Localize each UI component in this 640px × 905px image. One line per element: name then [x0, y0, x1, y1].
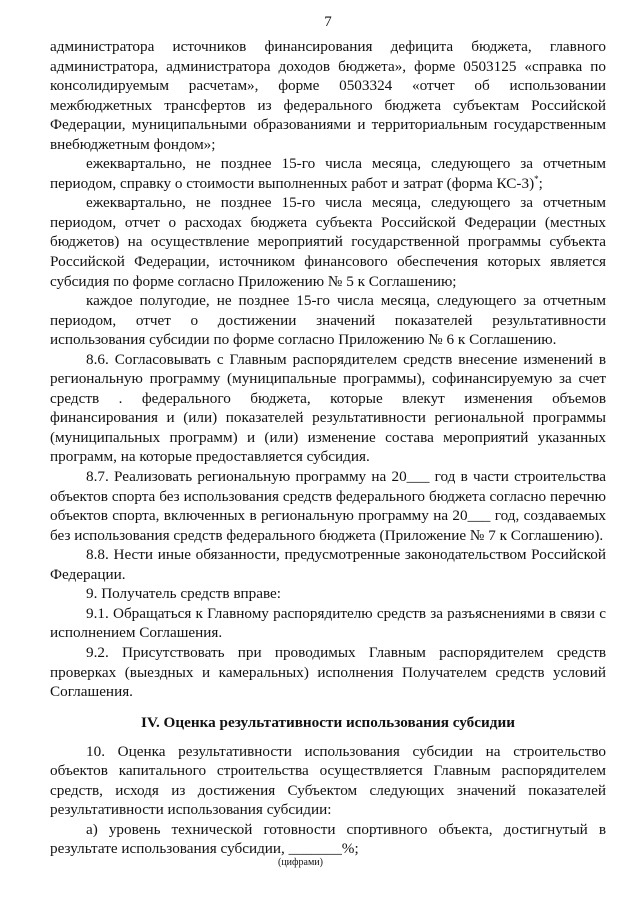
paragraph-ks3-report [50, 154, 606, 193]
paragraph-expense-report: ежеквартально, не позднее 15-го числа месяца, следующего за отчетным периодом, отчет о расходах бюджета субъекта Российской Федерации (местных бюджетов) на осуществление мероприятий государственной программы субъекта Российской Федерации, источником финансового обеспечения которых является субсидия по форме согласно Приложению № 5 к Соглашению; [50, 194, 606, 290]
clause-8-8: 8.8. Нести иные обязанности, предусмотренные законодательством Российской Федерации. [50, 546, 606, 583]
clause-10-a: а) уровень технической готовности спортивного объекта, достигнутый в результате использования субсидии, _______%; [50, 820, 606, 858]
section-heading: IV. Оценка результативности использования субсидии [141, 713, 515, 731]
clause-9-1: 9.1. Обращаться к Главному распорядителю средств за разъяснениями в связи с исполнением Соглашения. [50, 604, 606, 642]
page-number: 7 [324, 14, 332, 30]
clause-10: 10. Оценка результативности использования субсидии на строительство объектов капитального строительства осуществляется Главным распорядителем средств, исходя из достижения Субъектом следующих значений показателей результативности использования субсидии: [50, 742, 606, 819]
paragraph-ks3-text: ежеквартально, не позднее 15-го числа месяца, следующего за отчетным периодом, справку о стоимости выполненных работ и затрат (форма КС-3) [50, 155, 606, 192]
paragraph-forms-list: администратора источников финансирования дефицита бюджета, главного администратора, администратора доходов бюджета», форме 0503125 «справка по консолидируемым расчетам», форме 0503324 «отчет об использовании межбюджетных трансфертов из федерального бюджета субъектам Российской Федерации, муниципальными образованиями и территориальным государственным внебюджетным фондом»; [50, 38, 606, 153]
paragraph-ks3-end: ; [538, 174, 543, 192]
clause-9: 9. Получатель средств вправе: [86, 585, 282, 603]
digits-note: (цифрами) [278, 856, 323, 868]
paragraph-results-report: каждое полугодие, не позднее 15-го числа месяца, следующего за отчетным периодом, отчет о достижении значений показателей результативности использования субсидии по форме согласно Приложению № 6 к Соглашению. [50, 292, 606, 349]
clause-8-7: 8.7. Реализовать региональную программу на 20___ год в части строительства объектов спорта без использования средств федерального бюджета согласно перечню объектов спорта, включенных в региональную программу на 20___ год, создаваемых без использования средств федерального бюджета (Приложение № 7 к Соглашению). [50, 468, 606, 544]
footnote-marker: * [534, 173, 539, 184]
document-page [50, 0, 606, 871]
clause-9-2: 9.2. Присутствовать при проводимых Главным распорядителем средств проверках (выездных и камеральных) исполнения Получателем средств условий Соглашения. [50, 643, 606, 701]
clause-8-6: 8.6. Согласовывать с Главным распорядителем средств внесение изменений в региональную программу (муниципальные программы), софинансируемую за счет средств . федерального бюджета, которые влекут изменения объемов финансирования и (или) показателей результативности региональной программы (муниципальных программ) и (или) изменение состава мероприятий указанных программ, на которые предоставляется субсидия. [50, 350, 606, 466]
